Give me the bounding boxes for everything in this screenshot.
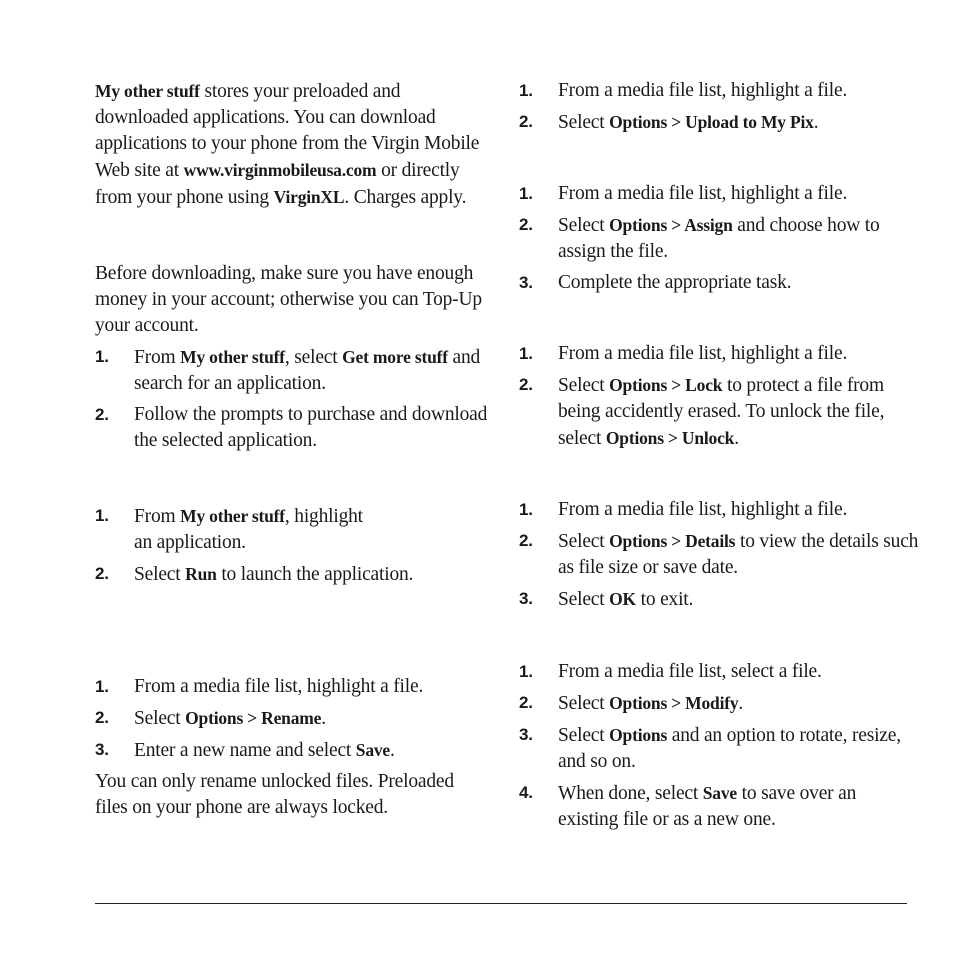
- step-text: From a media file list, highlight a file.: [558, 499, 848, 520]
- step-text: Select: [558, 375, 610, 396]
- step-text: Select: [558, 112, 610, 133]
- step-text: and an option to rotate, resize, and so on.: [558, 725, 901, 772]
- run-steps: [95, 503, 490, 588]
- step-text: Complete the appropriate task.: [558, 272, 792, 293]
- rename-steps: [95, 674, 490, 764]
- menu-term: Options: [609, 725, 668, 745]
- list-item: [519, 586, 919, 613]
- step-text: to launch the application.: [216, 564, 414, 585]
- upload-steps: [519, 78, 919, 136]
- right-column: [519, 78, 919, 838]
- menu-term: Save: [355, 740, 390, 760]
- step-text: .: [390, 740, 395, 761]
- step-text: From a media file list, highlight a file.: [558, 80, 848, 101]
- step-text: to view the details such as file size or save date.: [558, 531, 919, 578]
- step-text: From a media file list, select a file.: [558, 661, 822, 682]
- assign-steps: [519, 181, 919, 296]
- step-number: 2.: [95, 708, 109, 727]
- list-item: [519, 722, 919, 775]
- left-column: [95, 78, 490, 821]
- step-text: Select: [558, 589, 610, 610]
- details-steps: [519, 497, 919, 613]
- lock-steps: [519, 341, 919, 452]
- menu-term: Options > Unlock: [605, 428, 735, 448]
- list-item: [95, 561, 490, 588]
- step-text: .: [813, 112, 819, 133]
- step-number: 1.: [519, 662, 533, 681]
- step-text: Select: [558, 215, 610, 236]
- list-item: [95, 705, 490, 732]
- step-text: .: [321, 708, 326, 729]
- term-virginxl: VirginXL: [273, 187, 345, 207]
- menu-term: Run: [185, 564, 217, 584]
- list-item: [519, 109, 919, 136]
- step-text: Select: [558, 725, 610, 746]
- list-item: [519, 528, 919, 581]
- step-number: 3.: [95, 740, 109, 759]
- step-text: and choose how to assign the file.: [558, 215, 880, 262]
- step-number: 2.: [519, 215, 533, 234]
- download-paragraph: Before downloading, make sure you have enough money in your account; otherwise you can Top-Up your account.: [95, 263, 482, 336]
- list-item: [519, 372, 919, 452]
- menu-term: Options > Modify: [609, 693, 739, 713]
- list-item: [519, 78, 919, 104]
- step-number: 2.: [519, 375, 533, 394]
- step-number: 2.: [519, 112, 533, 131]
- intro-text-3: . Charges apply.: [344, 187, 467, 208]
- step-text: Select: [134, 708, 186, 729]
- step-number: 4.: [519, 783, 533, 802]
- step-number: 2.: [519, 693, 533, 712]
- step-text: , highlight: [284, 506, 363, 527]
- list-item: [519, 212, 919, 265]
- list-item: [95, 402, 490, 454]
- rename-note: You can only rename unlocked files. Preloaded files on your phone are always locked.: [95, 771, 454, 818]
- list-item: [519, 341, 919, 367]
- term-my-other-stuff: My other stuff: [95, 81, 200, 101]
- step-number: 3.: [519, 725, 533, 744]
- menu-term: Options > Assign: [609, 215, 733, 235]
- menu-term: My other stuff: [180, 347, 285, 367]
- step-number: 2.: [95, 564, 109, 583]
- menu-term: Save: [702, 783, 737, 803]
- footer-rule: [95, 903, 907, 904]
- step-text: From: [134, 506, 181, 527]
- menu-term: Get more stuff: [342, 347, 448, 367]
- step-number: 1.: [95, 347, 109, 366]
- list-item: [519, 690, 919, 717]
- step-number: 1.: [95, 677, 109, 696]
- menu-term: Options > Lock: [609, 375, 723, 395]
- my-other-stuff-intro: [95, 78, 490, 211]
- step-text: From a media file list, highlight a file.: [134, 676, 424, 697]
- step-text: From: [134, 347, 181, 368]
- step-text: From a media file list, highlight a file.: [558, 343, 848, 364]
- list-item: [95, 503, 490, 556]
- website-link[interactable]: www.virginmobileusa.com: [183, 160, 377, 180]
- list-item: [95, 737, 490, 764]
- step-text: Enter a new name and select: [134, 740, 356, 761]
- list-item: [519, 659, 919, 685]
- step-number: 1.: [95, 506, 109, 525]
- download-steps: [95, 344, 490, 454]
- list-item: [519, 181, 919, 207]
- step-text: .: [738, 693, 744, 714]
- step-text: Follow the prompts to purchase and download the selected application.: [134, 404, 488, 451]
- intro-text-2: or directly from your phone using: [95, 160, 460, 208]
- step-text: Select: [134, 564, 186, 585]
- step-number: 3.: [519, 273, 533, 292]
- step-text: and search for an application.: [134, 347, 481, 394]
- step-text: From a media file list, highlight a file.: [558, 183, 848, 204]
- step-text: Select: [558, 531, 610, 552]
- modify-steps: [519, 659, 919, 833]
- step-number: 1.: [519, 81, 533, 100]
- menu-term: OK: [609, 589, 636, 609]
- step-text: Select: [558, 693, 610, 714]
- menu-term: Options > Rename: [185, 708, 322, 728]
- step-text: When done, select: [558, 783, 703, 804]
- list-item: [95, 674, 490, 700]
- menu-term: My other stuff: [180, 506, 285, 526]
- step-number: 3.: [519, 589, 533, 608]
- step-number: 1.: [519, 500, 533, 519]
- step-number: 1.: [519, 184, 533, 203]
- step-text: to exit.: [635, 589, 694, 610]
- menu-term: Options > Details: [609, 531, 736, 551]
- menu-term: Options > Upload to My Pix: [609, 112, 814, 132]
- step-number: 2.: [519, 531, 533, 550]
- step-text: to protect a file from being accidently erased. To unlock the file, select: [558, 375, 885, 449]
- step-text: , select: [284, 347, 343, 368]
- step-text: an application.: [134, 532, 246, 553]
- intro-text-1: stores your preloaded and downloaded applications. You can download applications to your phone from the Virgin Mobile Web site at: [95, 81, 480, 181]
- list-item: [519, 780, 919, 833]
- step-number: 2.: [95, 405, 109, 424]
- step-text: .: [734, 428, 739, 449]
- step-text: to save over an existing file or as a new one.: [558, 783, 857, 830]
- list-item: [95, 344, 490, 397]
- step-number: 1.: [519, 344, 533, 363]
- list-item: [519, 270, 919, 296]
- list-item: [519, 497, 919, 523]
